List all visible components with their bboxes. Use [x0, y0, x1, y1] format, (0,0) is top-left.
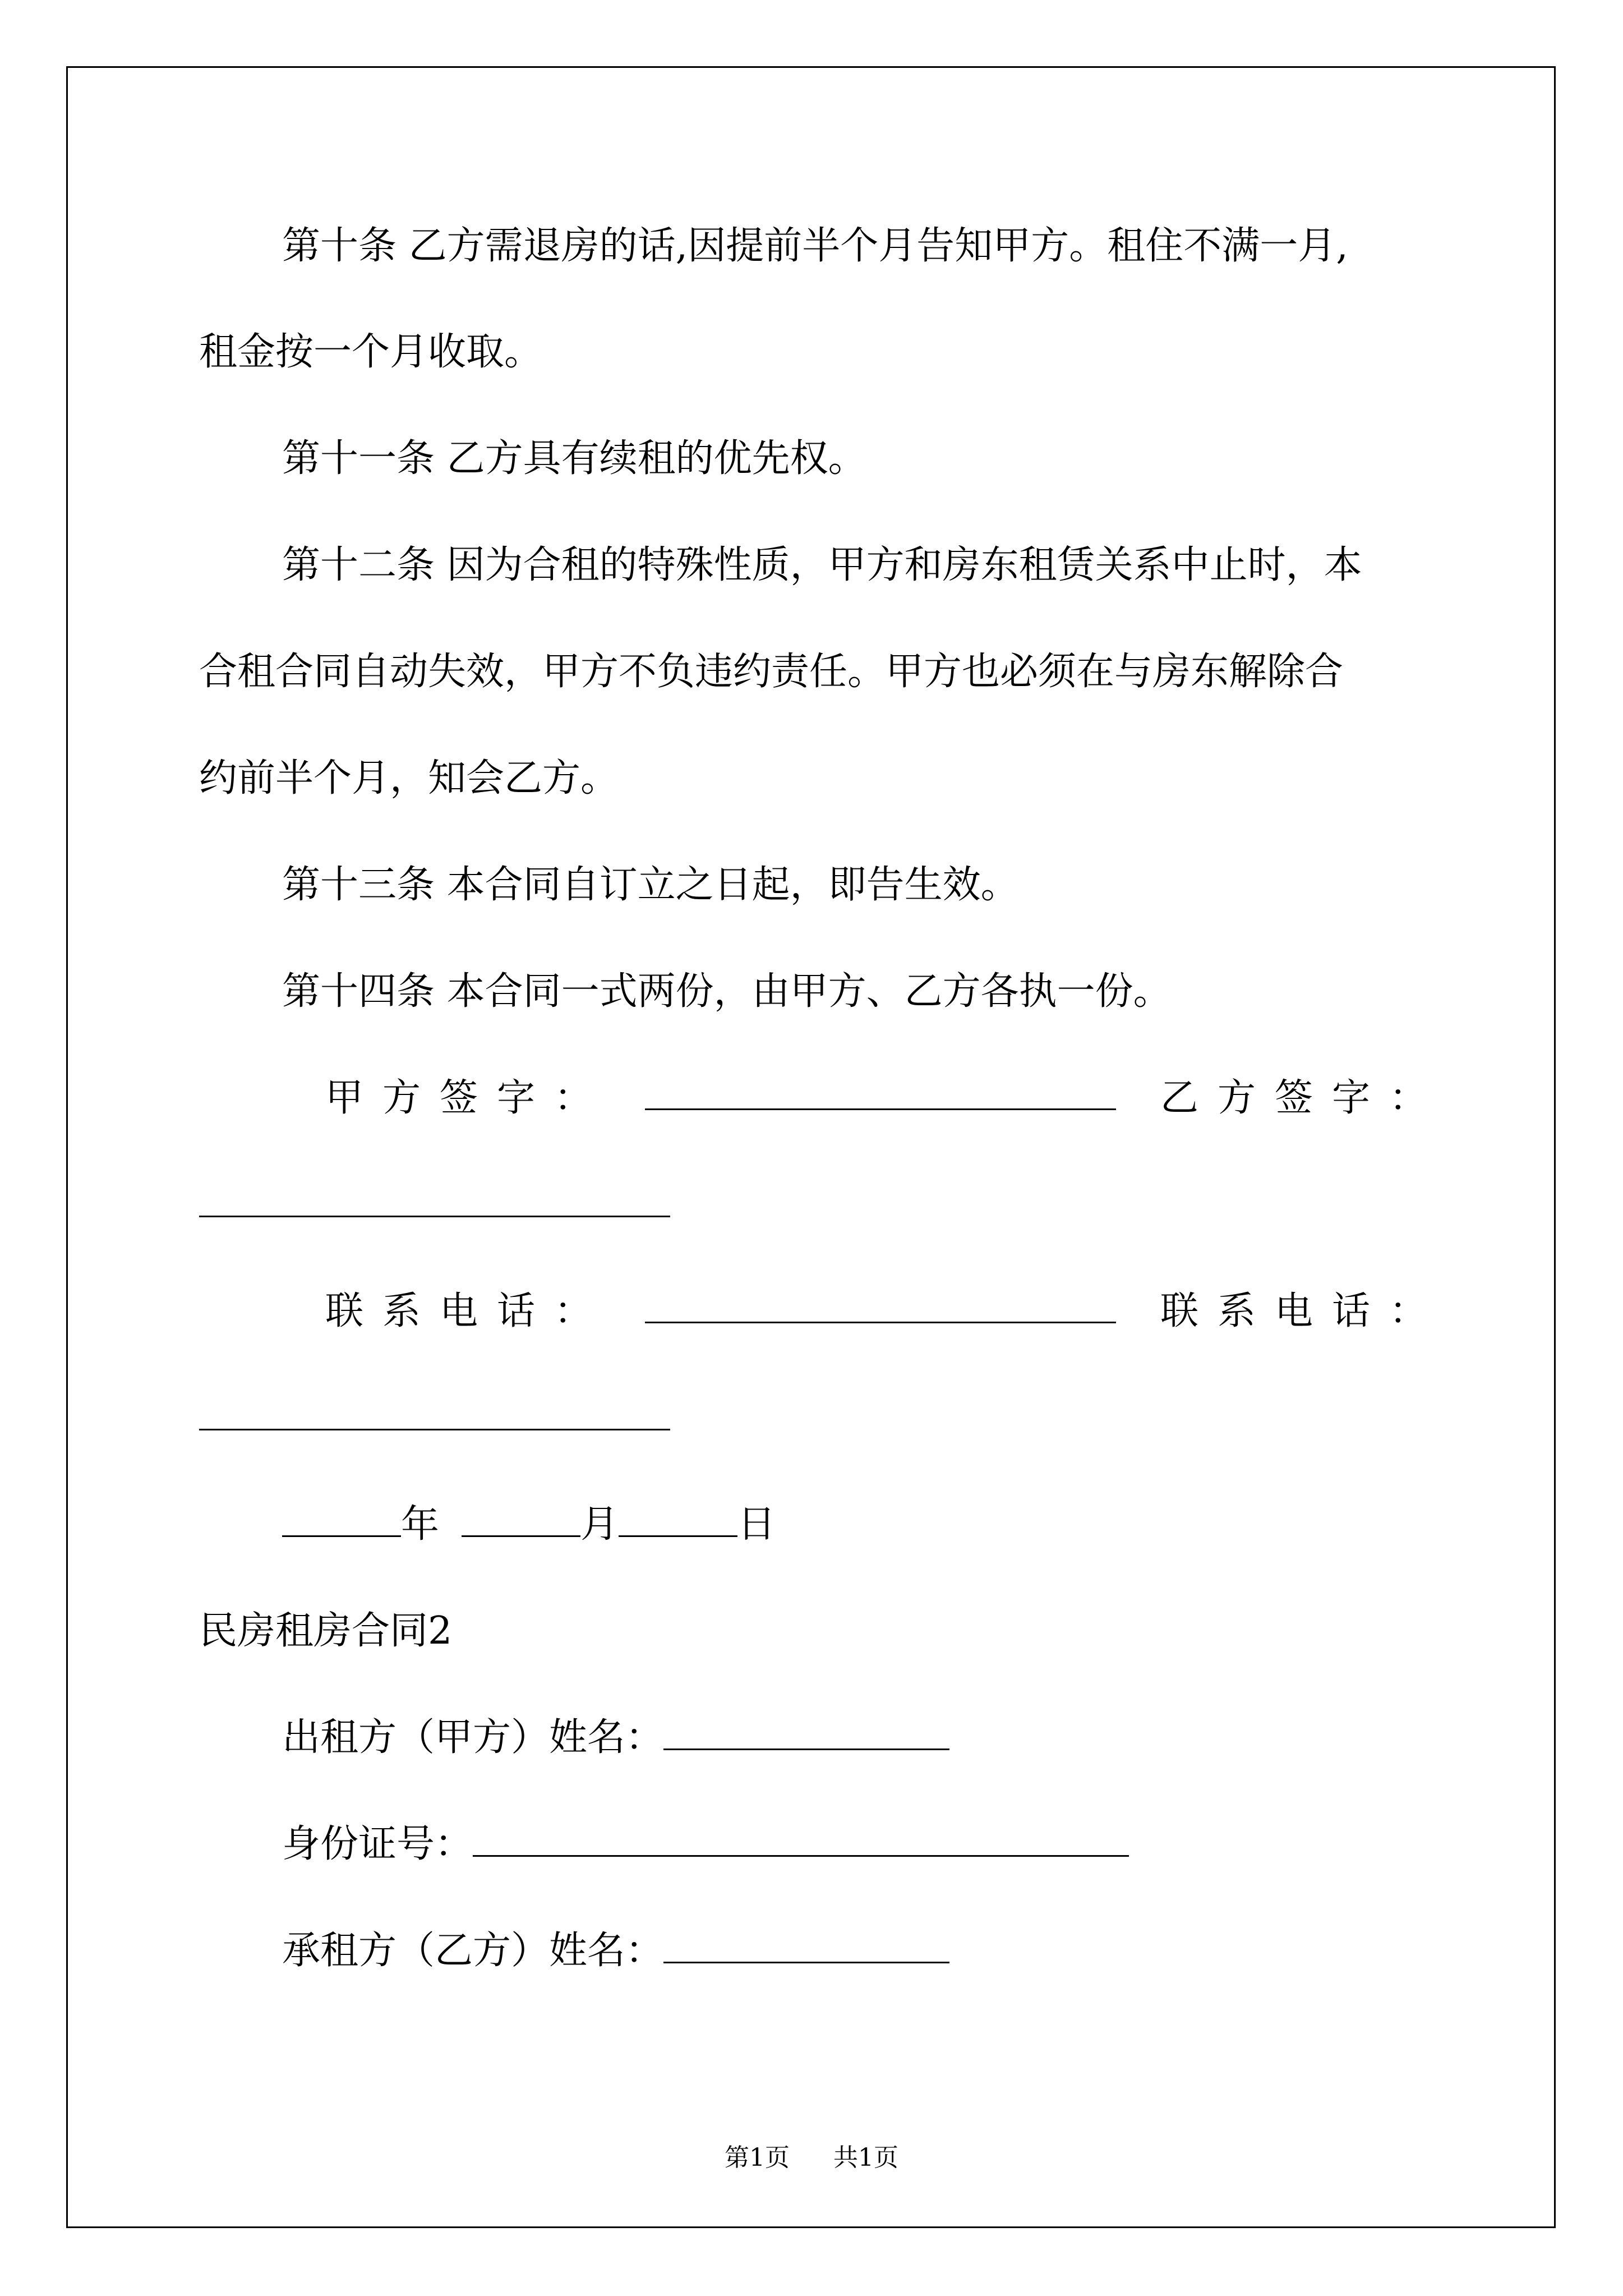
id-number-row [282, 1822, 1129, 1866]
party-b-signature-field-wrap [199, 1186, 670, 1224]
article-12-line-2: 合租合同自动失效，甲方不负违约责任。甲方也必须在与房东解除合 [199, 650, 1344, 694]
article-10-line-1: 第十条 乙方需退房的话,因提前半个月告知甲方。租住不满一月, [282, 224, 1348, 268]
article-11: 第十一条 乙方具有续租的优先权。 [282, 436, 866, 481]
party-a-signature-field[interactable] [645, 1079, 1116, 1110]
month-field[interactable] [462, 1506, 580, 1537]
day-field[interactable] [619, 1506, 737, 1537]
article-14: 第十四条 本合同一式两份，由甲方、乙方各执一份。 [282, 969, 1172, 1014]
party-b-phone-field-wrap [199, 1399, 670, 1437]
party-b-signature-label: 乙方签字： [1160, 1076, 1446, 1120]
lessor-name-label: 出租方（甲方）姓名： [282, 1715, 664, 1760]
id-number-label: 身份证号： [282, 1822, 473, 1866]
contract-2-title: 民房租房合同2 [199, 1609, 453, 1653]
year-field[interactable] [282, 1506, 401, 1537]
page-number: 第1页 [725, 2143, 790, 2172]
party-a-phone-field[interactable] [645, 1292, 1116, 1323]
month-label: 月 [580, 1502, 619, 1547]
signature-row [199, 1076, 1446, 1120]
lessee-name-field[interactable] [663, 1932, 949, 1963]
party-b-phone-field[interactable] [199, 1400, 670, 1430]
id-number-field[interactable] [473, 1826, 1129, 1857]
article-12-line-3: 约前半个月，知会乙方。 [199, 756, 619, 800]
article-10-line-2: 租金按一个月收取。 [199, 330, 543, 374]
phone-row [199, 1289, 1446, 1333]
lessee-name-row [282, 1929, 949, 1973]
page-border [66, 66, 1556, 2228]
date-row [282, 1502, 776, 1547]
day-label: 日 [737, 1502, 776, 1547]
party-a-signature-label: 甲方签字： [325, 1076, 612, 1120]
page-footer [0, 2137, 1623, 2173]
lessor-name-row [282, 1715, 949, 1760]
page-total: 共1页 [833, 2143, 898, 2172]
party-b-phone-label: 联系电话： [1160, 1289, 1446, 1333]
article-12-line-1: 第十二条 因为合租的特殊性质，甲方和房东租赁关系中止时，本 [282, 543, 1362, 587]
lessor-name-field[interactable] [663, 1719, 949, 1750]
lessee-name-label: 承租方（乙方）姓名： [282, 1929, 664, 1973]
year-label: 年 [401, 1502, 440, 1547]
article-13: 第十三条 本合同自订立之日起，即告生效。 [282, 863, 1019, 907]
party-a-phone-label: 联系电话： [325, 1289, 612, 1333]
party-b-signature-field[interactable] [199, 1186, 670, 1217]
